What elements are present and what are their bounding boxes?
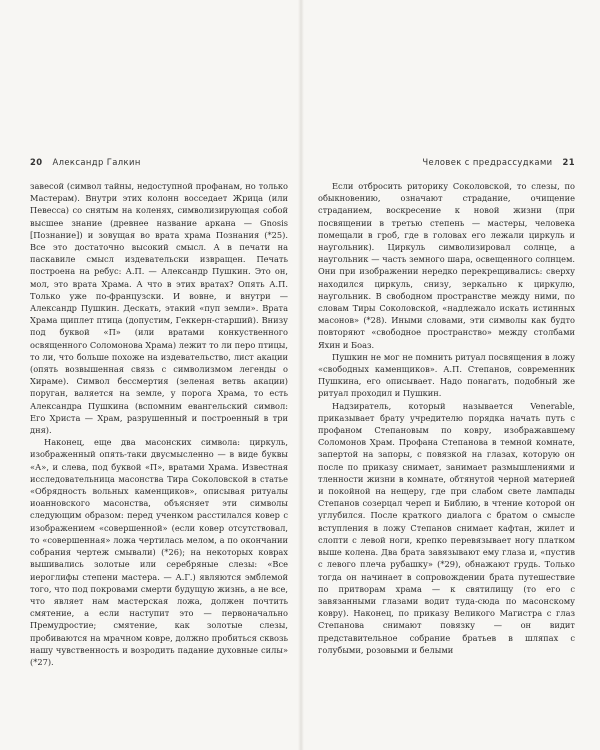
right-page-body xyxy=(318,180,575,656)
paragraph: Пушкин не мог не помнить ритуал посвящения в ложу «свободных каменщиков». А.П. Степанов, современник Пушкина, его описывает. Надо понагать, подобный же ритуал проходил и Пушкин. xyxy=(318,351,575,399)
paragraph: Наконец, еще два масонских символа: циркуль, изображенный опять-таки двусмысленно — в виде буквы «А», и слева, под буквой «П», вратами Храма. Известная исследовательница масонства Тира Соколовской в статье «Обрядность вольных каменщиков», описывая ритуалы иоанновского масонства, объясняет эти символы следующим образом: перед ученком расстилался ковер с изображением «совершенной» (если ковер отсутствовал, то «совершенная» ложа чертилась мелом, а по окончании собрания чертеж смывали) (*26); на некоторых коврах вышивались золотые или серебряные слезы: «Все иероглифы степени мастера. — А.Г.) являются эмблемой того, что под покровами смерти будущую жизнь, а не все, что являет нам мастерская ложа, должен почтить смятение, а если наступит это — первоначально Премудростие; смятение, как золотые слезы, пробиваются на мрачном ковре, должно пробиться сквозь нашу чувственность и возродить падание духовные силы» (*27). xyxy=(30,437,288,667)
paragraph: Надзиратель, который называется Venerable, приказывает брату учредителю порядка начать путь с профаном Степановым по ковру, изображавшему Соломонов Храм. Профана Степанова в темной комнате, запертой на запоры, с повязкой на глазах, которую он после по приказу снимает, занимает размышлениями и тленности жизни в комнате, обтянутой черной материей и покойной на нещеру, где при слабом свете лампады Степанов созерцал череп и Библию, в чтение которой он углубился. После краткого диалога с братом о смысле вступления в ложу Степанов снимает кафтан, жилет и слопти с левой ноги, крепко перевязывает ногу платком выше колена. Два брата завязывают ему глаза и, «пустив с левого плеча рубашку» (*29), обнажают грудь. Только тогда он начинает в сопровождении брата путешествие по притворам храма — к святилищу (то его с завязанными глазами водит туда-сюда по масонскому ковру). Наконец, по приказу Великого Магистра с глаз Степанова снимают повязку — он видит представительное собрание братьев в шляпах с голубыми, розовыми и белыми xyxy=(318,400,575,655)
left-running-head-title: Александр Галкин xyxy=(52,157,141,167)
left-page-body xyxy=(30,180,288,668)
paragraph: Если отбросить риторику Соколовской, то слезы, по обыкновению, означают страдание, очищение страданием, воскресение к новой жизни (при посвящении в третью степень — мастеры, человека помещали в гроб, где в головах его лежали циркуль и наугольник). Циркуль символизировал солнце, а наугольник — часть земного шара, освещенного солнцем. Они при изображении нередко перекрещивались: сверху находился циркуль, снизу, зеркально к циркулю, наугольник. В свободном пространстве между ними, по словам Тиры Соколовской, «надлежало искать истинных масонов» (*28). Иными словами, эти символы как будто повторяют «свободное пространство» между столбами Яхин и Боаз. xyxy=(318,181,575,350)
paragraph: завесой (символ тайны, недоступной профанам, но только Мастерам). Внутри этих колонн восседает Жрица (или Певесса) со снятым на коленях, символизирующая собой высшее знание (древнее название аркана — Gnosis [Познание]) и зовущая во врата храма Познания (*25). Все это достаточно высокий смысл. А в печати на паскавиле смысл издевательски извращен. Печать построена на ребус: А.П. — Александр Пушкин. Это он, мол, это врата Храма. А что в этих вратах? Опять А.П. Только уже по-французски. И вовне, и внутри — Александр Пушкин. Дескать, этакий «пуп земли». Врата Храма щиплет птица (допустим, Геккерн-старший). Внизу под буквой «П» (или вратами конкуственного освященного Соломонова Храма) лежит то ли перо птицы, то ли, что больше похоже на издевательство, лист акации (опять возвышенная связь с символизмом легенды о Хираме). Символ бессмертия (зеленая ветвь акации) поруган, валяется на земле, у порога Храма, то есть Александра Пушкина (вспомним евангельский символ: Его Христа — Храм, разрушенный и построенный в три дня). xyxy=(30,181,288,436)
right-running-head xyxy=(318,155,575,169)
left-page-number: 20 xyxy=(30,157,43,167)
left-running-head xyxy=(30,155,288,169)
book-gutter xyxy=(298,0,304,750)
right-running-head-title: Человек с предрассудками xyxy=(422,157,553,167)
right-page-number: 21 xyxy=(562,157,575,167)
